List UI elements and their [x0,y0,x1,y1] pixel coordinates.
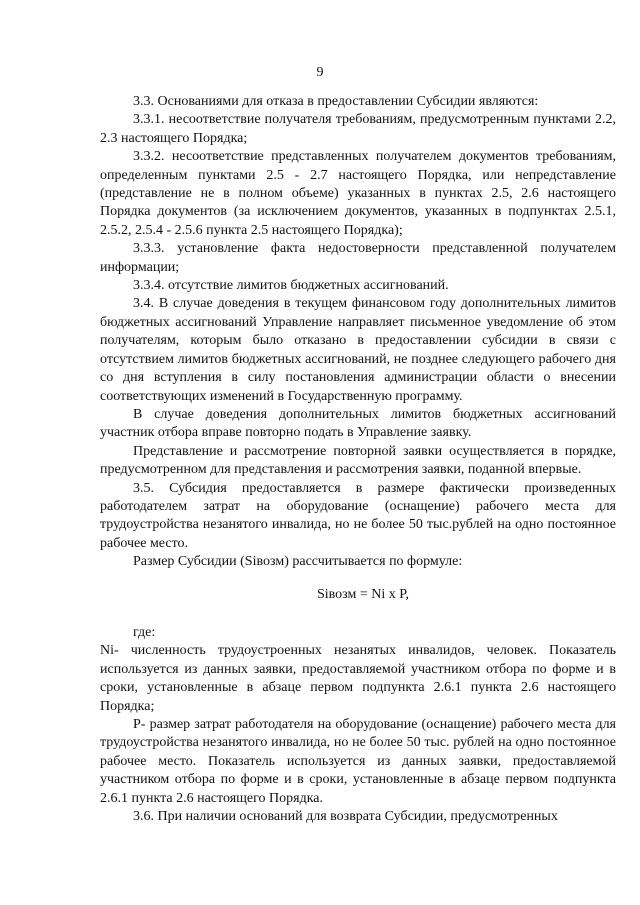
subsidy-formula: Siвозм = Ni х P, [316,586,409,602]
formula-where: где: [133,624,156,640]
paragraph-3-3-1: 3.3.1. несоответствие получателя требованиям, предусмотренным пунктами 2.2, 2.3 настоящего Порядка; [100,112,616,146]
paragraph-3-4-additional: В случае доведения дополнительных лимитов бюджетных ассигнований участник отбора вправе повторно подать в Управление заявку. [100,406,616,441]
definition-ni: Ni- численность трудоустроенных незанятых инвалидов, человек. Показатель используется из данных заявки, предоставляемой участником отбора по форме и в сроки, установленные в абзаце первом подпункта 2.6.1 пункта 2.6 настоящего Порядка; [100,643,616,714]
definition-p: P- размер затрат работодателя на оборудование (оснащение) рабочего места для трудоустройства незанятого инвалида, но не более 50 тыс. рублей на одно постоянное рабочее место. Показатель используется из данных заявки, предоставляемой участником отбора по форме и в сроки, установленные в абзаце первом подпункта 2.6.1 пункта 2.6 настоящего Порядка. [100,717,616,806]
paragraph-3-3: 3.3. Основаниями для отказа в предоставлении Субсидии являются: [133,94,539,109]
paragraph-3-6: 3.6. При наличии оснований для возврата Субсидии, предусмотренных [133,809,558,825]
paragraph-3-3-2: 3.3.2. несоответствие представленных получателем документов требованиям, определенным пунктами 2.5 - 2.7 настоящего Порядка, или непредставление (представление не в полном объеме) указанных в пунктах 2.5, 2.6 настоящего Порядка документов (за исключением документов, указанных в подпунктах 2.5.1, 2.5.2, 2.5.4 - 2.5.6 пункта 2.5 настоящего Порядка); [100,149,616,238]
paragraph-3-3-3: 3.3.3. установление факта недостоверности представленной получателем информации; [100,241,616,275]
document-body [100,93,616,826]
paragraph-3-3-4: 3.3.4. отсутствие лимитов бюджетных ассигнований. [133,278,449,294]
paragraph-3-5: 3.5. Субсидия предоставляется в размере фактически произведенных работодателем затрат на оборудование (оснащение) рабочего места для трудоустройства незанятого инвалида, но не более 50 тыс.рублей на одно постоянное рабочее место. [100,480,616,551]
page-number: 9 [316,65,324,80]
paragraph-3-4: 3.4. В случае доведения в текущем финансовом году дополнительных лимитов бюджетных ассигнований Управление направляет письменное уведомление об этом получателям, которым было отказано в предоставлении субсидии в связи с отсутствием лимитов бюджетных ассигнований, не позднее следующего рабочего дня со дня вступления в силу постановления администрации области о внесении соответствующих изменений в Государственную программу. [100,296,616,404]
paragraph-3-4-repeat-application: Представление и рассмотрение повторной заявки осуществляется в порядке, предусмотренном для представления и рассмотрения заявки, поданной впервые. [100,443,616,478]
paragraph-3-5-formula-intro: Размер Субсидии (Siвозм) рассчитывается по формуле: [133,554,463,570]
